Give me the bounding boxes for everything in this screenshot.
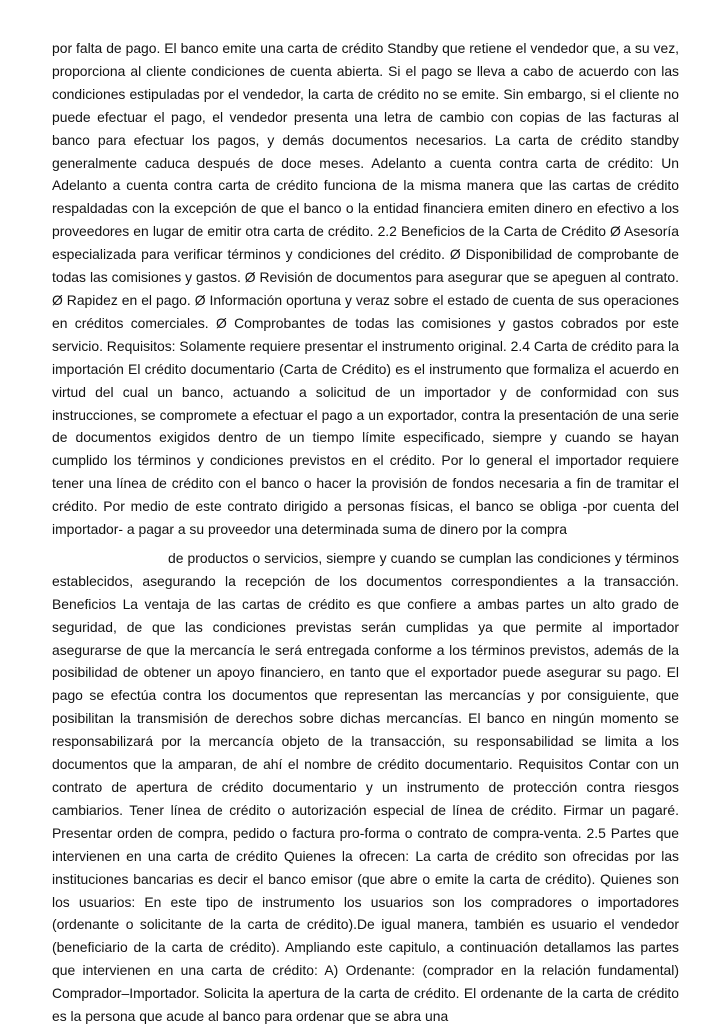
document-page — [52, 37, 679, 1028]
paragraph-2: de productos o servicios, siempre y cuando se cumplan las condiciones y términos establecidos, asegurando la recepción de los documentos correspondientes a la transacción. Beneficios La ventaja de las cartas de crédito es que confiere a ambas partes un alto grado de seguridad, de que las condiciones previstas serán cumplidas ya que permite al importador asegurarse de que la mercancía le será entregada conforme a los términos previstos, además de la posibilidad de obtener un apoyo financiero, en tanto que el exportador puede asegurar su pago. El pago se efectúa contra los documentos que representan las mercancías y por consiguiente, que posibilitan la transmisión de derechos sobre dichas mercancías. El banco en ningún momento se responsabilizará por la mercancía objeto de la transacción, su responsabilidad se limita a los documentos que la amparan, de ahí el nombre de crédito documentario. Requisitos Contar con un contrato de apertura de crédito documentario y un instrumento de protección contra riesgos cambiarios. Tener línea de crédito o autorización especial de línea de crédito. Firmar un pagaré. Presentar orden de compra, pedido o factura pro-forma o contrato de compra-venta. 2.5 Partes que intervienen en una carta de crédito Quienes la ofrecen: La carta de crédito son ofrecidas por las instituciones bancarias es decir el banco emisor (que abre o emite la carta de crédito). Quienes son los usuarios: En este tipo de instrumento los usuarios son los compradores o importadores (ordenante o solicitante de la carta de crédito).De igual manera, también es usuario el vendedor (beneficiario de la carta de crédito). Ampliando este capitulo, a continuación detallamos las partes que intervienen en una carta de crédito: A) Ordenante: (comprador en la relación fundamental) Comprador–Importador. Solicita la apertura de la carta de crédito. El ordenante de la carta de crédito es la persona que acude al banco para ordenar que se abra una — [52, 549, 679, 1025]
paragraph-1: por falta de pago. El banco emite una carta de crédito Standby que retiene el vendedor que, a su vez, proporciona al cliente condiciones de cuenta abierta. Si el pago se lleva a cabo de acuerdo con las condiciones estipuladas por el vendedor, la carta de crédito no se emite. Sin embargo, si el cliente no puede efectuar el pago, el vendedor presenta una letra de cambio con copias de las facturas al banco para efectuar los pagos, y demás documentos necesarios. La carta de crédito standby generalmente caduca después de doce meses. Adelanto a cuenta contra carta de crédito: Un Adelanto a cuenta contra carta de crédito funciona de la misma manera que las cartas de crédito respaldadas con la excepción de que el banco o la entidad financiera emiten dinero en efectivo a los proveedores en lugar de emitir otra carta de crédito. 2.2 Beneficios de la Carta de Crédito Ø Asesoría especializada para verificar términos y condiciones del crédito. Ø Disponibilidad de comprobante de todas las comisiones y gastos. Ø Revisión de documentos para asegurar que se apeguen al contrato. Ø Rapidez en el pago. Ø Información oportuna y veraz sobre el estado de cuenta de sus operaciones en créditos comerciales. Ø Comprobantes de todas las comisiones y gastos cobrados por este servicio. Requisitos: Solamente requiere presentar el instrumento original. 2.4 Carta de crédito para la importación El crédito documentario (Carta de Crédito) es el instrumento que formaliza el acuerdo en virtud del cual un banco, actuando a solicitud de un importador y de conformidad con sus instrucciones, se compromete a efectuar el pago a un exportador, contra la presentación de una serie de documentos exigidos dentro de un tiempo límite especificado, siempre y cuando se hayan cumplido los términos y condiciones previstos en el crédito. Por lo general el importador requiere tener una línea de crédito con el banco o hacer la provisión de fondos necesaria a fin de tramitar el crédito. Por medio de este contrato dirigido a personas físicas, el banco se obliga -por cuenta del importador- a pagar a su proveedor una determinada suma de dinero por la compra — [52, 40, 679, 538]
